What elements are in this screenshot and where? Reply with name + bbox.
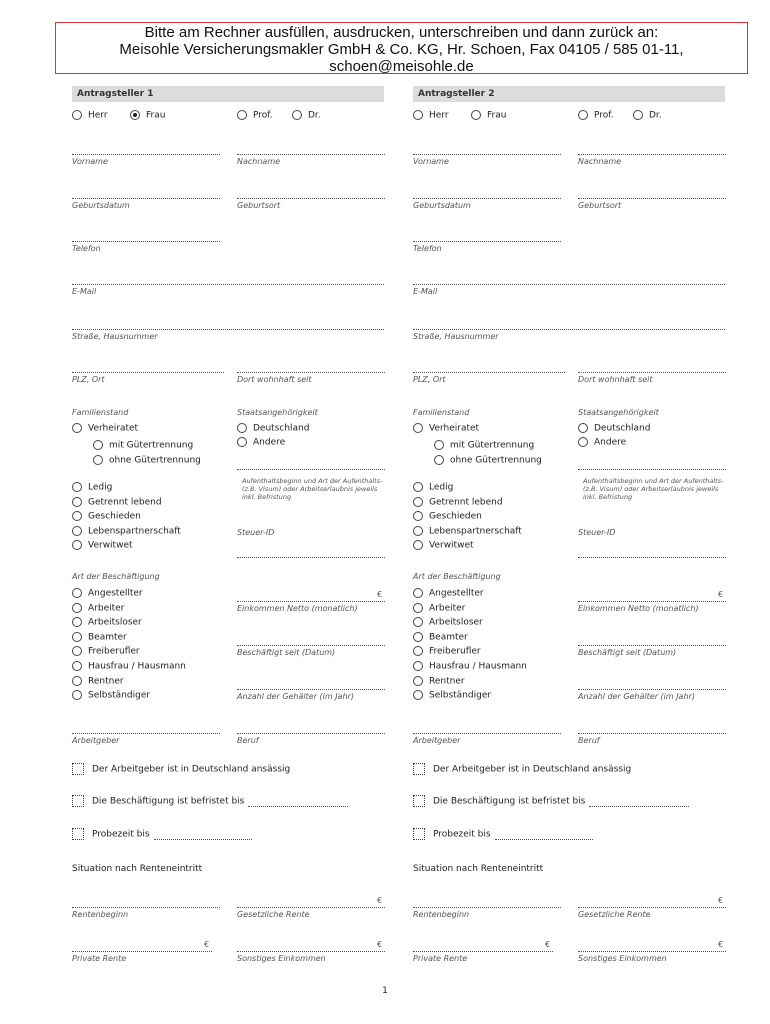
nationality-deutschland[interactable] <box>237 423 309 435</box>
job-angestellter-label: Angestellter <box>429 588 484 599</box>
checkbox[interactable] <box>72 763 84 775</box>
email-label: E-Mail <box>72 287 97 296</box>
radio-button[interactable] <box>72 511 82 521</box>
employer-germany-checkbox-label: Der Arbeitgeber ist in Deutschland ansässig <box>433 764 632 775</box>
nationality-andere[interactable] <box>237 437 285 449</box>
status-lebenspartnerschaft-label: Lebenspartnerschaft <box>88 526 181 537</box>
nachname-input[interactable] <box>578 154 726 155</box>
employer-germany-checkbox-label: Der Arbeitgeber ist in Deutschland ansässig <box>92 764 291 775</box>
vorname-label: Vorname <box>413 157 449 166</box>
radio-button[interactable] <box>72 588 82 598</box>
salutation-prof-label: Prof. <box>594 110 614 121</box>
geburtsort-input[interactable] <box>578 198 726 199</box>
radio-button[interactable] <box>72 690 82 700</box>
job-rentner[interactable] <box>72 676 124 688</box>
job-rentner-label: Rentner <box>88 676 124 687</box>
employer-germany-checkbox[interactable] <box>413 763 631 775</box>
salutation-herr[interactable] <box>72 110 108 122</box>
status-getrennt-lebend-label: Getrennt lebend <box>88 497 162 508</box>
euro-symbol: € <box>204 940 210 949</box>
checkbox[interactable] <box>72 828 84 840</box>
situation-heading: Situation nach Renteneintritt <box>72 864 203 874</box>
radio-button[interactable] <box>72 540 82 550</box>
nachname-input[interactable] <box>237 154 385 155</box>
beschaeftigt-seit-input[interactable] <box>578 645 726 646</box>
beschaeftigung-label: Art der Beschäftigung <box>72 572 160 581</box>
staat-label: Staatsangehörigkeit <box>237 408 318 417</box>
job-angestellter-label: Angestellter <box>88 588 143 599</box>
job-hausfrau-hausmann-label: Hausfrau / Hausmann <box>429 661 527 672</box>
status-verwitwet-label: Verwitwet <box>429 540 474 551</box>
salutation-dr-label: Dr. <box>308 110 321 121</box>
fixed-term-checkbox[interactable] <box>413 795 689 807</box>
job-freiberufler[interactable] <box>72 646 140 658</box>
gesetzliche-rente-input[interactable] <box>237 907 385 908</box>
status-mit-guetertrennung[interactable] <box>434 440 534 452</box>
gehaelter-input[interactable] <box>578 689 726 690</box>
radio-button[interactable] <box>413 497 423 507</box>
probation-checkbox-date-input[interactable] <box>495 839 593 840</box>
radio-button[interactable] <box>72 676 82 686</box>
nationality-deutschland-label: Deutschland <box>253 423 310 434</box>
steuer-input[interactable] <box>578 557 726 558</box>
radio-button[interactable] <box>413 110 423 120</box>
banner-line-3: schoen@meisohle.de <box>329 58 474 75</box>
status-getrennt-lebend-label: Getrennt lebend <box>429 497 503 508</box>
probation-checkbox-date-input[interactable] <box>154 839 252 840</box>
checkbox[interactable] <box>413 763 425 775</box>
rentenbeginn-input[interactable] <box>413 907 561 908</box>
familienstand-label: Familienstand <box>413 408 470 417</box>
beruf-label: Beruf <box>578 736 600 745</box>
radio-button[interactable] <box>578 437 588 447</box>
status-ledig-label: Ledig <box>429 482 454 493</box>
job-selbständiger[interactable] <box>413 690 491 702</box>
nationality-deutschland[interactable] <box>578 423 650 435</box>
job-selbständiger-label: Selbständiger <box>429 690 492 701</box>
radio-button[interactable] <box>413 511 423 521</box>
page-number: 1 <box>382 986 388 996</box>
status-ledig-label: Ledig <box>88 482 113 493</box>
applicant-2-column <box>413 86 725 976</box>
salutation-frau[interactable] <box>471 110 506 122</box>
vorname-input[interactable] <box>413 154 561 155</box>
radio-button[interactable] <box>72 482 82 492</box>
salutation-dr[interactable] <box>633 110 662 122</box>
salutation-herr-label: Herr <box>429 110 449 121</box>
radio-button[interactable] <box>633 110 643 120</box>
nationality-andere-label: Andere <box>594 437 627 448</box>
instruction-banner <box>55 22 748 74</box>
job-beamter[interactable] <box>72 632 127 644</box>
employer-germany-checkbox[interactable] <box>72 763 290 775</box>
status-ohne-guetertrennung[interactable] <box>93 455 201 467</box>
job-hausfrau-hausmann[interactable] <box>72 661 186 673</box>
radio-button[interactable] <box>413 661 423 671</box>
status-mit-guetertrennung-label: mit Gütertrennung <box>450 440 535 451</box>
plz-label: PLZ, Ort <box>413 375 446 384</box>
arbeitgeber-label: Arbeitgeber <box>413 736 461 745</box>
status-ohne-guetertrennung[interactable] <box>434 455 542 467</box>
radio-button[interactable] <box>72 497 82 507</box>
job-beamter-label: Beamter <box>429 632 468 643</box>
job-selbständiger[interactable] <box>72 690 150 702</box>
gehaelter-label: Anzahl der Gehälter (im Jahr) <box>237 692 354 701</box>
status-ohne-guetertrennung-label: ohne Gütertrennung <box>109 455 201 466</box>
einkommen-label: Einkommen Netto (monatlich) <box>578 604 699 613</box>
job-freiberufler-label: Freiberufler <box>429 646 481 657</box>
job-arbeitsloser[interactable] <box>72 617 142 629</box>
salutation-herr[interactable] <box>413 110 449 122</box>
arbeitgeber-input[interactable] <box>413 733 561 734</box>
job-arbeiter[interactable] <box>413 603 465 615</box>
status-geschieden[interactable] <box>72 511 141 523</box>
job-freiberufler-label: Freiberufler <box>88 646 140 657</box>
beschaeftigt-seit-label: Beschäftigt seit (Datum) <box>578 648 677 657</box>
euro-symbol: € <box>718 590 724 599</box>
wohnhaft-input[interactable] <box>578 372 726 373</box>
radio-button[interactable] <box>72 423 82 433</box>
plz-input[interactable] <box>413 372 565 373</box>
job-rentner[interactable] <box>413 676 465 688</box>
radio-button[interactable] <box>413 423 423 433</box>
status-getrennt-lebend[interactable] <box>413 497 503 509</box>
vorname-label: Vorname <box>72 157 108 166</box>
banner-line-1: Bitte am Rechner ausfüllen, ausdrucken, unterschreiben und dann zurück an: <box>144 24 659 41</box>
job-arbeitsloser-label: Arbeitsloser <box>429 617 483 628</box>
job-arbeitsloser[interactable] <box>413 617 483 629</box>
aufenthalt-label: Aufenthaltsbeginn und Art der Aufenthalts- (z.B. Visum) oder Arbeitserlaubnis jeweils inkl. Befristung <box>583 477 724 501</box>
job-arbeiter-label: Arbeiter <box>88 603 125 614</box>
status-geschieden-label: Geschieden <box>88 511 141 522</box>
salutation-frau-label: Frau <box>487 110 507 121</box>
radio-button[interactable] <box>434 440 444 450</box>
plz-label: PLZ, Ort <box>72 375 105 384</box>
telefon-input[interactable] <box>413 241 561 242</box>
job-selbständiger-label: Selbständiger <box>88 690 151 701</box>
probation-checkbox-label: Probezeit bis <box>433 829 491 840</box>
status-ledig[interactable] <box>413 482 453 494</box>
gesetzliche-rente-label: Gesetzliche Rente <box>578 910 651 919</box>
geburtsort-input[interactable] <box>237 198 385 199</box>
salutation-prof[interactable] <box>578 110 614 122</box>
rentenbeginn-input[interactable] <box>72 907 220 908</box>
job-angestellter[interactable] <box>413 588 484 600</box>
fixed-term-checkbox[interactable] <box>72 795 348 807</box>
geburtsdatum-input[interactable] <box>413 198 561 199</box>
staat-label: Staatsangehörigkeit <box>578 408 659 417</box>
radio-button[interactable] <box>471 110 481 120</box>
steuer-input[interactable] <box>237 557 385 558</box>
familienstand-label: Familienstand <box>72 408 129 417</box>
salutation-dr[interactable] <box>292 110 321 122</box>
status-mit-guetertrennung-label: mit Gütertrennung <box>109 440 194 451</box>
radio-button[interactable] <box>72 632 82 642</box>
radio-button[interactable] <box>413 526 423 536</box>
einkommen-input[interactable] <box>237 601 385 602</box>
radio-button[interactable] <box>72 526 82 536</box>
nationality-andere-label: Andere <box>253 437 286 448</box>
einkommen-label: Einkommen Netto (monatlich) <box>237 604 358 613</box>
status-getrennt-lebend[interactable] <box>72 497 162 509</box>
einkommen-input[interactable] <box>578 601 726 602</box>
checkbox[interactable] <box>413 795 425 807</box>
radio-button[interactable] <box>237 110 247 120</box>
radio-button[interactable] <box>72 646 82 656</box>
job-arbeitsloser-label: Arbeitsloser <box>88 617 142 628</box>
radio-button[interactable] <box>93 440 103 450</box>
fixed-term-checkbox-label: Die Beschäftigung ist befristet bis <box>92 796 245 807</box>
plz-input[interactable] <box>72 372 224 373</box>
radio-button[interactable] <box>130 110 140 120</box>
job-hausfrau-hausmann[interactable] <box>413 661 527 673</box>
banner-line-2: Meisohle Versicherungsmakler GmbH & Co. KG, Hr. Schoen, Fax 04105 / 585 01-11, <box>119 41 684 58</box>
radio-button[interactable] <box>237 423 247 433</box>
private-rente-label: Private Rente <box>413 954 468 963</box>
radio-button[interactable] <box>413 646 423 656</box>
strasse-label: Straße, Hausnummer <box>413 332 499 341</box>
status-geschieden-label: Geschieden <box>429 511 482 522</box>
salutation-prof[interactable] <box>237 110 273 122</box>
wohnhaft-label: Dort wohnhaft seit <box>578 375 653 384</box>
salutation-frau-label: Frau <box>146 110 166 121</box>
beschaeftigung-label: Art der Beschäftigung <box>413 572 501 581</box>
radio-button[interactable] <box>413 603 423 613</box>
nationality-deutschland-label: Deutschland <box>594 423 651 434</box>
job-beamter[interactable] <box>413 632 468 644</box>
arbeitgeber-input[interactable] <box>72 733 220 734</box>
radio-button[interactable] <box>72 661 82 671</box>
radio-button[interactable] <box>578 110 588 120</box>
beruf-input[interactable] <box>237 733 385 734</box>
radio-button[interactable] <box>413 690 423 700</box>
sonstiges-einkommen-label: Sonstiges Einkommen <box>237 954 326 963</box>
radio-button[interactable] <box>578 423 588 433</box>
sonstiges-einkommen-label: Sonstiges Einkommen <box>578 954 667 963</box>
job-beamter-label: Beamter <box>88 632 127 643</box>
status-ohne-guetertrennung-label: ohne Gütertrennung <box>450 455 542 466</box>
probation-checkbox[interactable] <box>72 828 252 840</box>
email-input[interactable] <box>413 284 725 285</box>
gesetzliche-rente-label: Gesetzliche Rente <box>237 910 310 919</box>
gesetzliche-rente-input[interactable] <box>578 907 726 908</box>
radio-button[interactable] <box>413 676 423 686</box>
status-verwitwet[interactable] <box>413 540 474 552</box>
radio-button[interactable] <box>72 617 82 627</box>
status-mit-guetertrennung[interactable] <box>93 440 193 452</box>
status-lebenspartnerschaft[interactable] <box>72 526 181 538</box>
probation-checkbox-label: Probezeit bis <box>92 829 150 840</box>
applicant-header: Antragsteller 1 <box>72 86 384 102</box>
email-input[interactable] <box>72 284 384 285</box>
job-freiberufler[interactable] <box>413 646 481 658</box>
euro-symbol: € <box>545 940 551 949</box>
radio-button[interactable] <box>434 455 444 465</box>
aufenthalt-input[interactable] <box>578 469 726 470</box>
arbeitgeber-label: Arbeitgeber <box>72 736 120 745</box>
job-arbeiter-label: Arbeiter <box>429 603 466 614</box>
radio-button[interactable] <box>292 110 302 120</box>
email-label: E-Mail <box>413 287 438 296</box>
sonstiges-einkommen-input[interactable] <box>578 951 726 952</box>
status-verheiratet-label: Verheiratet <box>429 423 480 434</box>
telefon-input[interactable] <box>72 241 220 242</box>
status-geschieden[interactable] <box>413 511 482 523</box>
salutation-herr-label: Herr <box>88 110 108 121</box>
rentenbeginn-label: Rentenbeginn <box>72 910 129 919</box>
beruf-label: Beruf <box>237 736 259 745</box>
private-rente-input[interactable] <box>72 951 212 952</box>
status-lebenspartnerschaft[interactable] <box>413 526 522 538</box>
probation-checkbox[interactable] <box>413 828 593 840</box>
vorname-input[interactable] <box>72 154 220 155</box>
euro-symbol: € <box>718 940 724 949</box>
status-verheiratet-label: Verheiratet <box>88 423 139 434</box>
aufenthalt-input[interactable] <box>237 469 385 470</box>
nachname-label: Nachname <box>237 157 281 166</box>
euro-symbol: € <box>377 940 383 949</box>
wohnhaft-input[interactable] <box>237 372 385 373</box>
beschaeftigt-seit-label: Beschäftigt seit (Datum) <box>237 648 336 657</box>
strasse-input[interactable] <box>413 329 725 330</box>
status-verwitwet[interactable] <box>72 540 133 552</box>
nationality-andere[interactable] <box>578 437 626 449</box>
aufenthalt-label: Aufenthaltsbeginn und Art der Aufenthalts- (z.B. Visum) oder Arbeitserlaubnis jeweils inkl. Befristung <box>242 477 383 501</box>
strasse-input[interactable] <box>72 329 384 330</box>
geburtsort-label: Geburtsort <box>578 201 622 210</box>
euro-symbol: € <box>377 590 383 599</box>
beschaeftigt-seit-input[interactable] <box>237 645 385 646</box>
gehaelter-label: Anzahl der Gehälter (im Jahr) <box>578 692 695 701</box>
job-hausfrau-hausmann-label: Hausfrau / Hausmann <box>88 661 186 672</box>
status-ledig[interactable] <box>72 482 112 494</box>
radio-button[interactable] <box>413 540 423 550</box>
radio-button[interactable] <box>413 632 423 642</box>
fixed-term-checkbox-date-input[interactable] <box>589 806 689 807</box>
wohnhaft-label: Dort wohnhaft seit <box>237 375 312 384</box>
rentenbeginn-label: Rentenbeginn <box>413 910 470 919</box>
checkbox[interactable] <box>413 828 425 840</box>
geburtsdatum-label: Geburtsdatum <box>72 201 130 210</box>
fixed-term-checkbox-date-input[interactable] <box>248 806 348 807</box>
checkbox[interactable] <box>72 795 84 807</box>
radio-button[interactable] <box>413 617 423 627</box>
salutation-prof-label: Prof. <box>253 110 273 121</box>
radio-button[interactable] <box>413 588 423 598</box>
euro-symbol: € <box>377 896 383 905</box>
status-verheiratet[interactable] <box>413 423 479 435</box>
job-angestellter[interactable] <box>72 588 143 600</box>
geburtsdatum-input[interactable] <box>72 198 220 199</box>
radio-button[interactable] <box>237 437 247 447</box>
status-verwitwet-label: Verwitwet <box>88 540 133 551</box>
nachname-label: Nachname <box>578 157 622 166</box>
radio-button[interactable] <box>93 455 103 465</box>
fixed-term-checkbox-label: Die Beschäftigung ist befristet bis <box>433 796 586 807</box>
radio-button[interactable] <box>72 110 82 120</box>
applicant-1-column <box>72 86 384 976</box>
beruf-input[interactable] <box>578 733 726 734</box>
sonstiges-einkommen-input[interactable] <box>237 951 385 952</box>
job-rentner-label: Rentner <box>429 676 465 687</box>
geburtsdatum-label: Geburtsdatum <box>413 201 471 210</box>
status-lebenspartnerschaft-label: Lebenspartnerschaft <box>429 526 522 537</box>
salutation-dr-label: Dr. <box>649 110 662 121</box>
strasse-label: Straße, Hausnummer <box>72 332 158 341</box>
radio-button[interactable] <box>413 482 423 492</box>
steuer-label: Steuer-ID <box>237 528 275 537</box>
private-rente-label: Private Rente <box>72 954 127 963</box>
telefon-label: Telefon <box>72 244 101 253</box>
euro-symbol: € <box>718 896 724 905</box>
geburtsort-label: Geburtsort <box>237 201 281 210</box>
situation-heading: Situation nach Renteneintritt <box>413 864 544 874</box>
private-rente-input[interactable] <box>413 951 553 952</box>
status-verheiratet[interactable] <box>72 423 138 435</box>
steuer-label: Steuer-ID <box>578 528 616 537</box>
radio-button[interactable] <box>72 603 82 613</box>
job-arbeiter[interactable] <box>72 603 124 615</box>
applicant-header: Antragsteller 2 <box>413 86 725 102</box>
salutation-frau[interactable] <box>130 110 165 122</box>
gehaelter-input[interactable] <box>237 689 385 690</box>
telefon-label: Telefon <box>413 244 442 253</box>
